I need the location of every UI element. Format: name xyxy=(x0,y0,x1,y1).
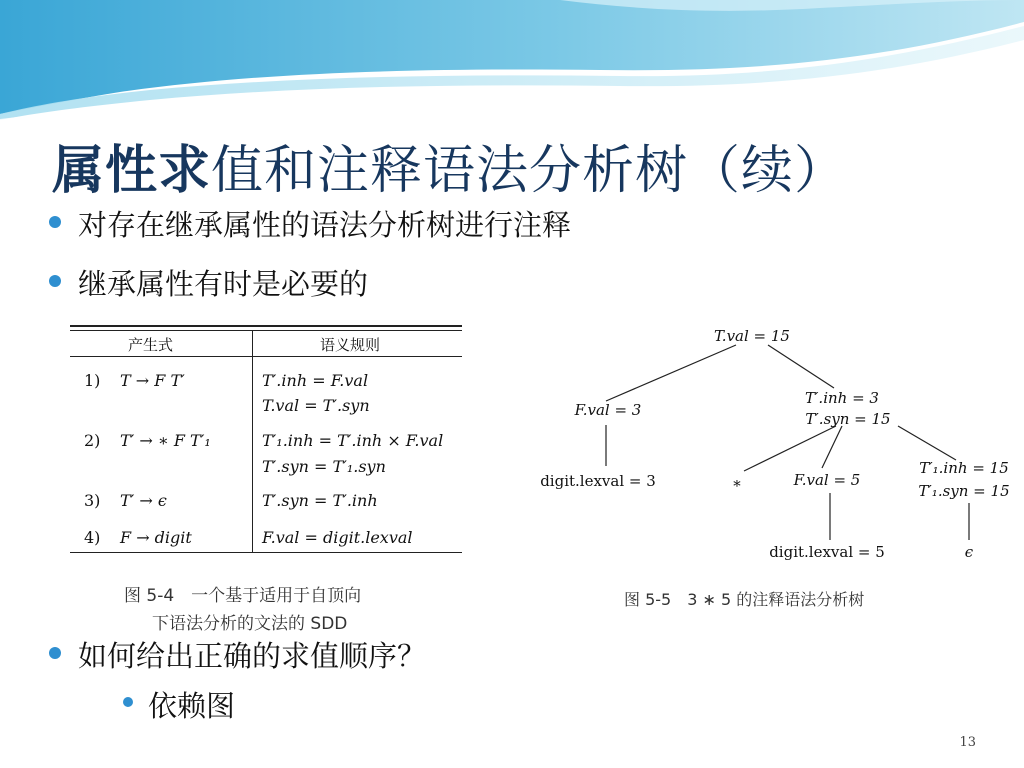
bullet-text: 继承属性有时是必要的 xyxy=(78,267,369,301)
figure-caption: 图 5-4 一个基于适用于自顶向 xyxy=(124,586,362,606)
sub-bullet-text: 依赖图 xyxy=(148,689,236,723)
bullet-dot-icon xyxy=(49,216,61,228)
bullet-text: 如何给出正确的求值顺序？ xyxy=(78,639,427,673)
tree-node: digit.lexval = 5 xyxy=(769,543,885,561)
table-top-rule xyxy=(70,325,462,327)
tree-node: T′.inh = 3 xyxy=(805,389,879,407)
table-header-rule xyxy=(70,356,462,357)
bullet-item xyxy=(78,634,426,675)
row-number: 2) xyxy=(84,431,101,450)
production: F → digit xyxy=(120,528,192,547)
figure-caption: 图 5-5 3 ∗ 5 的注释语法分析树 xyxy=(624,590,865,609)
figure-caption: 下语法分析的文法的 SDD xyxy=(152,614,348,634)
tree-node: ϵ xyxy=(964,543,974,561)
semantic-rule: T.val = T′.syn xyxy=(262,396,370,415)
bullet-dot-icon xyxy=(49,275,61,287)
table-header: 产生式 xyxy=(128,336,174,354)
bullet-item xyxy=(78,203,571,244)
tree-edge xyxy=(898,426,956,460)
table-column-divider xyxy=(252,331,253,552)
bullet-text: 对存在继承属性的语法分析树进行注释 xyxy=(78,208,572,242)
production: T → F T′ xyxy=(120,371,185,390)
title-rest-part: 值和注释语法分析树（续） xyxy=(211,141,848,201)
bullet-item xyxy=(78,262,368,303)
semantic-rule: T′.inh = F.val xyxy=(262,371,369,390)
production: T′ → ∗ F T′₁ xyxy=(120,431,211,450)
bullet-dot-icon xyxy=(49,647,61,659)
tree-node: T′₁.inh = 15 xyxy=(919,459,1009,477)
table-top-rule xyxy=(70,330,462,331)
production: T′ → ϵ xyxy=(120,491,167,510)
table-header: 语义规则 xyxy=(320,336,381,354)
semantic-rule: F.val = digit.lexval xyxy=(262,528,413,547)
page-number: 13 xyxy=(959,735,976,750)
semantic-rule: T′.syn = T′₁.syn xyxy=(262,457,386,476)
table-bottom-rule xyxy=(70,552,462,553)
tree-edge xyxy=(768,345,834,388)
tree-edge xyxy=(606,345,736,401)
title-bold-part: 属性求 xyxy=(52,141,212,201)
slide-title xyxy=(52,128,847,203)
tree-node: F.val = 3 xyxy=(574,401,642,419)
row-number: 1) xyxy=(84,371,101,390)
semantic-rule: T′₁.inh = T′.inh × F.val xyxy=(262,431,444,450)
header-wave-decoration xyxy=(0,0,1024,130)
tree-node: T′₁.syn = 15 xyxy=(918,482,1010,500)
sub-bullet-item xyxy=(148,684,235,725)
bullet-dot-icon xyxy=(123,697,133,707)
tree-node: ∗ xyxy=(731,474,743,492)
row-number: 3) xyxy=(84,491,101,510)
annotated-parse-tree xyxy=(536,308,1024,616)
tree-edge xyxy=(744,426,836,471)
tree-edge xyxy=(822,426,842,468)
tree-node: F.val = 5 xyxy=(793,471,861,489)
row-number: 4) xyxy=(84,528,101,547)
tree-node: digit.lexval = 3 xyxy=(540,472,656,490)
tree-node-root: T.val = 15 xyxy=(714,327,790,345)
semantic-rule: T′.syn = T′.inh xyxy=(262,491,378,510)
tree-node: T′.syn = 15 xyxy=(805,410,891,428)
